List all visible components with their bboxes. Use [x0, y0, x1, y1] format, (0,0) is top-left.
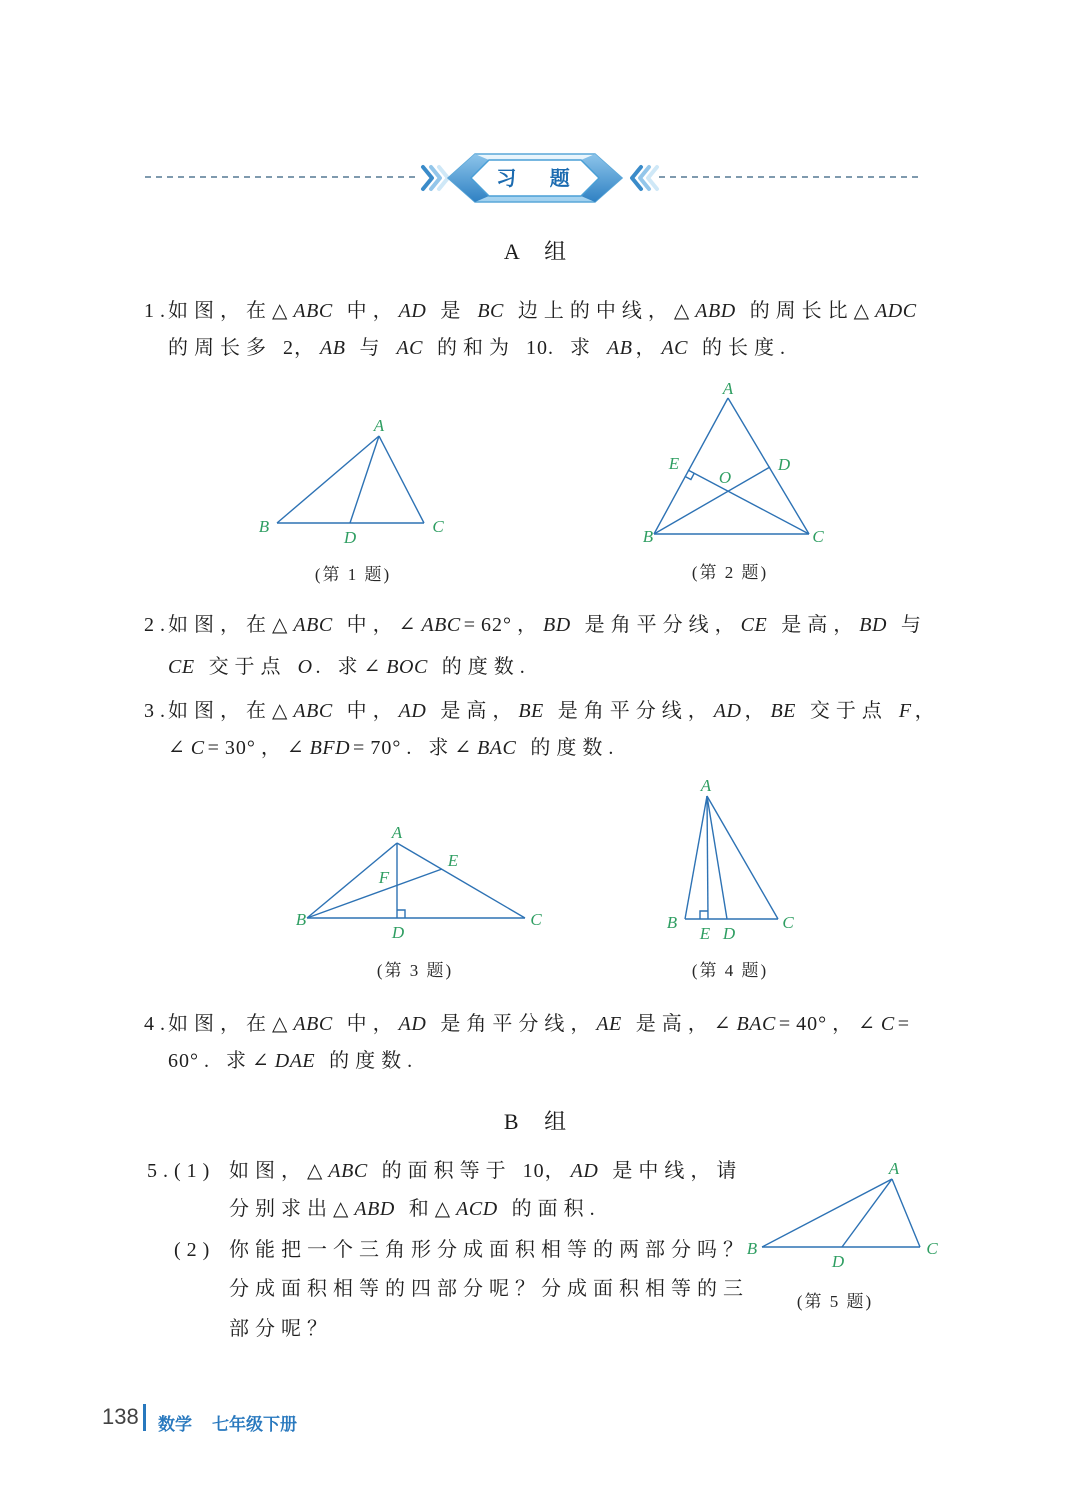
group-b-heading: B 组	[503, 1109, 577, 1134]
vertex-label-d: D	[343, 528, 357, 547]
problem-5-part2-line-3: 部分呢？	[229, 1318, 333, 1340]
figure-1-diagram	[250, 410, 460, 550]
median-ad	[842, 1179, 892, 1247]
exercise-banner	[0, 145, 1065, 215]
page-number: 138	[102, 1404, 139, 1429]
problem-1-line-1: 如图，在△ABC 中，AD 是 BC 边上的中线，△ABD 的周长比△ADC	[168, 300, 917, 322]
problem-5-number: 5.	[147, 1160, 174, 1182]
banner-title: 习 题	[496, 168, 584, 190]
vertex-label-a: A	[722, 379, 734, 398]
side-ac	[892, 1179, 920, 1247]
side-ab	[762, 1179, 892, 1247]
right-angle-icon	[397, 910, 405, 918]
figure-2-diagram	[640, 380, 835, 555]
group-a-heading: A 组	[503, 239, 577, 264]
figure-1-caption: (第 1 题)	[314, 565, 392, 584]
problem-5-part1-line-2: 分别求出△ABD 和△ACD 的面积.	[229, 1198, 601, 1220]
side-ac	[397, 843, 525, 918]
vertex-label-b: B	[258, 517, 270, 536]
vertex-label-c: C	[926, 1239, 938, 1258]
book-volume: 七年级下册	[212, 1415, 297, 1434]
figure-3-caption: (第 3 题)	[376, 961, 454, 980]
chevron-right-icon	[423, 167, 448, 189]
vertex-label-b: B	[295, 910, 307, 929]
vertex-label-a: A	[391, 823, 403, 842]
problem-1-line-2: 的周长多 2，AB 与 AC 的和为 10. 求 AB ，AC 的长度.	[168, 337, 791, 359]
height-ae	[707, 796, 708, 919]
problem-1-number: 1.	[144, 300, 171, 322]
problem-3-number: 3.	[144, 700, 171, 722]
problem-2-line-2: CE 交于点 O . 求∠BOC 的度数.	[168, 656, 531, 678]
vertex-label-b: B	[666, 913, 678, 932]
problem-5-part2-label: (2)	[174, 1239, 216, 1261]
exercise-badge	[448, 154, 622, 202]
problem-3-line-1: 如图，在△ABC 中，AD 是高，BE 是角平分线，AD ，BE 交于点 F ，	[168, 700, 941, 722]
bisector-bd	[654, 467, 770, 534]
vertex-label-d: D	[391, 923, 405, 942]
problem-5-part1-label: (1)	[174, 1160, 216, 1182]
problem-5-part2-line-2: 分成面积相等的四部分呢？分成面积相等的三	[229, 1278, 749, 1300]
problem-5-part1-line-1: 如图，△ABC 的面积等于 10，AD 是中线，请	[229, 1160, 743, 1182]
vertex-label-c: C	[530, 910, 542, 929]
vertex-label-e: E	[668, 454, 680, 473]
right-angle-icon	[700, 911, 708, 919]
chevron-left-icon	[632, 167, 657, 189]
problem-2-line-1: 如图，在△ABC 中，∠ABC =62°，BD 是角平分线，CE 是高，BD 与	[168, 614, 927, 636]
figure-5-caption: (第 5 题)	[796, 1292, 874, 1311]
figure-4-caption: (第 4 题)	[691, 961, 769, 980]
vertex-label-c: C	[812, 527, 824, 546]
side-ab	[685, 796, 707, 919]
problem-5-part2-line-1: 你能把一个三角形分成面积相等的两部分吗？	[229, 1239, 749, 1261]
vertex-label-a: A	[373, 416, 385, 435]
vertex-label-e: E	[699, 924, 711, 943]
vertex-label-e: E	[447, 851, 459, 870]
side-ac	[728, 398, 809, 534]
vertex-label-b: B	[642, 527, 654, 546]
vertex-label-b: B	[746, 1239, 758, 1258]
footer-divider	[143, 1404, 146, 1431]
vertex-label-d: D	[831, 1252, 845, 1271]
side-ab	[654, 398, 728, 534]
vertex-label-a: A	[888, 1159, 900, 1178]
problem-4-line-2: 60°. 求∠DAE 的度数.	[168, 1050, 419, 1072]
figure-3-diagram	[295, 820, 550, 945]
figure-4-diagram	[660, 775, 805, 945]
side-ac	[379, 436, 424, 523]
problem-2-number: 2.	[144, 614, 171, 636]
vertex-label-d: D	[777, 455, 791, 474]
problem-3-line-2: ∠C =30°，∠BFD =70°. 求∠BAC 的度数.	[168, 737, 620, 759]
figure-5-diagram	[745, 1160, 950, 1275]
book-subject: 数学	[158, 1415, 192, 1434]
problem-4-line-1: 如图，在△ABC 中，AD 是角平分线，AE 是高，∠BAC =40°，∠C =	[168, 1013, 915, 1035]
figure-2-caption: (第 2 题)	[691, 563, 769, 582]
vertex-label-a: A	[700, 776, 712, 795]
vertex-label-f: F	[378, 868, 390, 887]
problem-4-number: 4.	[144, 1013, 171, 1035]
side-ab	[277, 436, 379, 523]
vertex-label-o: O	[718, 468, 732, 487]
vertex-label-c: C	[432, 517, 444, 536]
vertex-label-d: D	[722, 924, 736, 943]
vertex-label-c: C	[782, 913, 794, 932]
bisector-be	[307, 869, 442, 918]
